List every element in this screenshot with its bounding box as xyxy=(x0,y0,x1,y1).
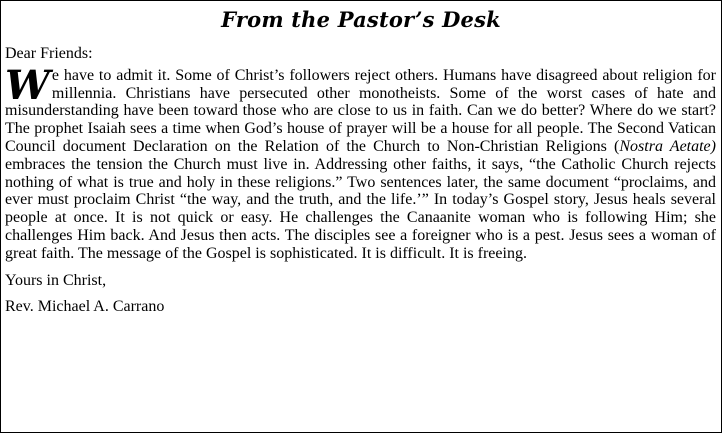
closing: Yours in Christ, xyxy=(5,271,107,289)
salutation: Dear Friends: xyxy=(5,45,93,62)
body-segment-2: embraces the tension the Church must live in. Addressing other faiths, it says, “the Catholic Church rejects nothing of what is true and holy in these religions.” Two sentences later, the same document “proclaims, and ever must proclaim Christ “the way, and the truth, and the life.’” In today’s Gospel story, Jesus heals several people at once. It is not quick or easy. He challenges the Canaanite woman who is following Him; she challenges Him back. And Jesus then acts. The disciples see a foreigner who is a pest. Jesus sees a woman of great faith. The message of the Gospel is sophisticated. It is difficult. It is freeing. xyxy=(5,155,716,262)
column-title: From the Pastor’s Desk xyxy=(221,7,501,32)
signature: Rev. Michael A. Carrano xyxy=(5,298,165,316)
document-title: Nostra Aetate) xyxy=(619,137,716,155)
body-segment-1: e have to admit it. Some of Christ’s followers reject others. Humans have disagreed about religion for millennia. Christians have persecuted other monotheists. Some of the worst cases of hate and misunderstanding have been toward those who are close to us in faith. Can we do better? Where do we start? The prophet Isaiah sees a time when God’s house of prayer will be a house for all people. The Second Vatican Council document Declaration on the Relation of the Church to Non-Christian Religions ( xyxy=(5,66,716,155)
drop-cap-letter: W xyxy=(5,61,50,109)
letter-content xyxy=(5,45,716,316)
letter-body xyxy=(5,61,716,263)
